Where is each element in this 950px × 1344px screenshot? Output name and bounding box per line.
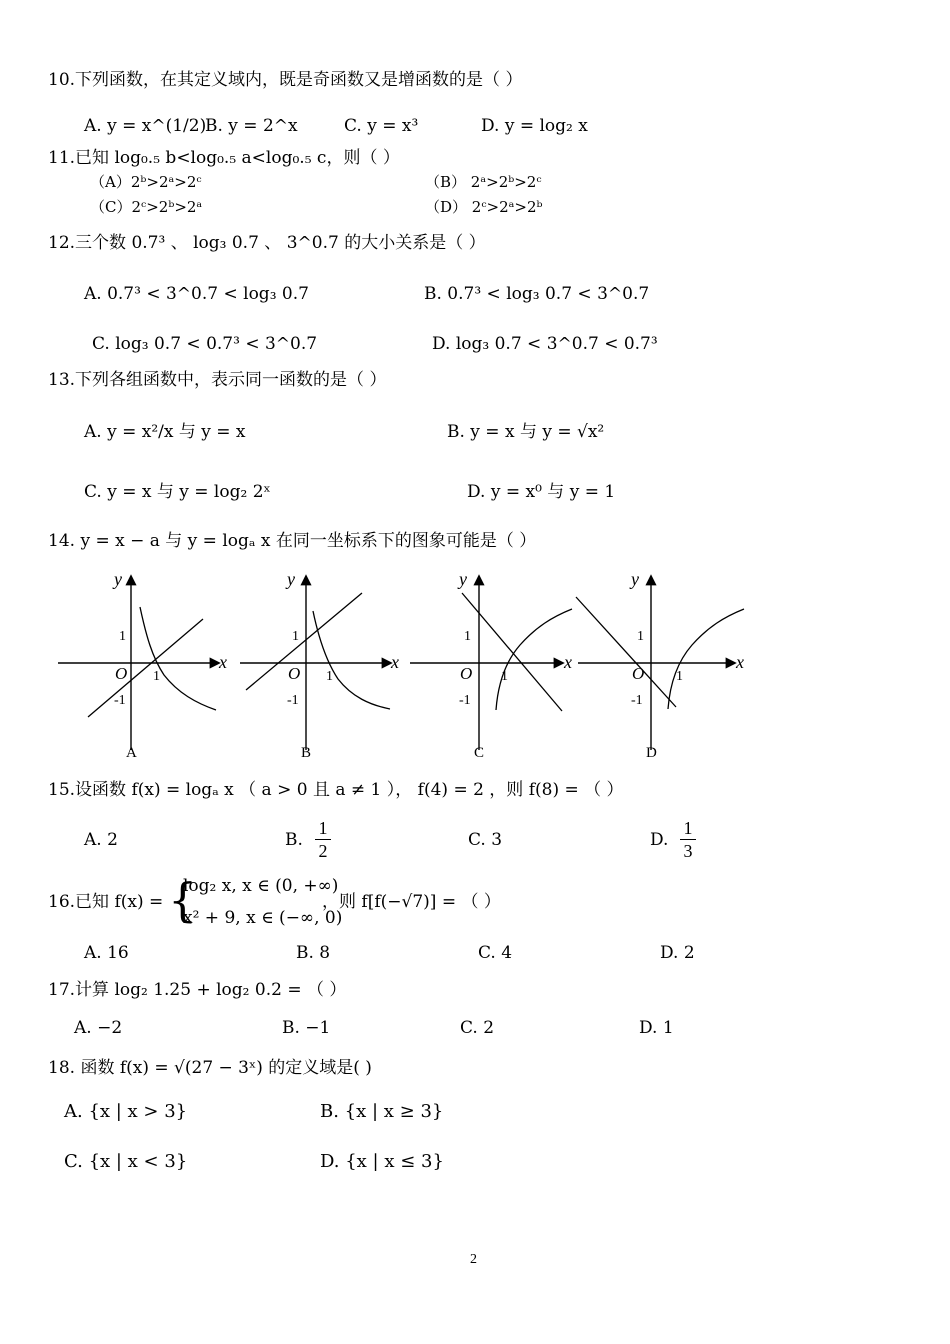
q13-option-a: A. y = x²/x 与 y = x [84, 422, 246, 442]
graph-c-log-curve [496, 609, 572, 710]
q17-option-c: C. 2 [460, 1018, 495, 1038]
graph-a-one-x: 1 [153, 669, 160, 684]
q15-option-d: D. [650, 830, 669, 850]
q13-option-b: B. y = x 与 y = √x² [447, 422, 605, 442]
q15-option-d-fraction [680, 818, 696, 861]
graph-b-one-x: 1 [326, 669, 333, 684]
q16-option-d: D. 2 [660, 943, 695, 963]
q17-option-d: D. 1 [639, 1018, 674, 1038]
q15-b-numerator: 1 [318, 818, 328, 838]
q10-option-b: B. y = 2^x [205, 116, 298, 136]
graph-d-one-x: 1 [676, 669, 683, 684]
page-number: 2 [470, 1252, 477, 1267]
q12-stem: 12.三个数 0.7³ 、 log₃ 0.7 、 3^0.7 的大小关系是（ ） [48, 233, 486, 253]
graph-c-one-y: 1 [464, 629, 471, 644]
q11-option-c: （C）2ᶜ>2ᵇ>2ᵃ [90, 198, 203, 216]
q17-option-b: B. −1 [282, 1018, 331, 1038]
graph-d-line [576, 597, 676, 707]
graph-a-one-y: 1 [119, 629, 126, 644]
q13-stem: 13.下列各组函数中，表示同一函数的是（ ） [48, 370, 387, 390]
graph-d-label: D [646, 745, 657, 761]
q15-b-denominator: 2 [318, 841, 328, 861]
q17-option-a: A. −2 [74, 1018, 123, 1038]
q18-stem: 18. 函数 f(x) = √(27 − 3ˣ) 的定义域是( ) [48, 1058, 372, 1078]
q15-option-b-fraction [315, 818, 331, 861]
graph-a-log-curve [140, 607, 216, 710]
q16-brace: { [168, 873, 198, 927]
graph-b-y: y [287, 569, 295, 589]
graph-b [240, 569, 399, 761]
q10-option-d: D. y = log₂ x [481, 116, 588, 136]
q16-option-b: B. 8 [296, 943, 331, 963]
graph-b-one-y: 1 [292, 629, 299, 644]
graph-d-log-curve [668, 609, 744, 709]
q15-option-c: C. 3 [468, 830, 503, 850]
graph-c-label: C [474, 745, 485, 761]
q18-option-a: A. {x | x > 3} [64, 1101, 188, 1122]
q15-stem: 15.设函数 f(x) = logₐ x （ a > 0 且 a ≠ 1 ）， f(4) = 2 ，则 f(8) = （ ） [48, 780, 624, 800]
q11-option-a: （A）2ᵇ>2ᵃ>2ᶜ [90, 173, 202, 191]
graph-c-one-x: 1 [501, 669, 508, 684]
graph-b-o: O [288, 664, 301, 683]
q16-case-2: x² + 9, x ∈ (−∞, 0) [183, 908, 343, 928]
q13-option-d: D. y = x⁰ 与 y = 1 [467, 482, 616, 502]
q16-option-a: A. 16 [84, 943, 129, 963]
q11-option-d: （D） 2ᶜ>2ᵃ>2ᵇ [425, 198, 543, 216]
graph-a-label: A [126, 745, 137, 761]
q18-option-d: D. {x | x ≤ 3} [320, 1151, 444, 1172]
graph-a-neg-one: -1 [114, 693, 126, 708]
q14-stem: 14. y = x − a 与 y = logₐ x 在同一坐标系下的图象可能是（ ） [48, 531, 537, 551]
graph-b-line [246, 593, 362, 690]
q15-option-b: B. [285, 830, 303, 850]
q16-prefix: 16.已知 f(x) = [48, 892, 164, 912]
q15-d-numerator: 1 [683, 818, 693, 838]
q16-option-c: C. 4 [478, 943, 513, 963]
q12-option-b: B. 0.7³ < log₃ 0.7 < 3^0.7 [424, 284, 650, 304]
q11-stem: 11.已知 log₀.₅ b<log₀.₅ a<log₀.₅ c，则（ ） [48, 148, 400, 168]
graph-a-x: x [219, 652, 227, 672]
graph-a [58, 569, 227, 761]
graph-d-one-y: 1 [637, 629, 644, 644]
q15-d-denominator: 3 [683, 841, 693, 861]
graph-b-x: x [391, 652, 399, 672]
graph-d-o: O [632, 664, 645, 683]
graph-d-y: y [631, 569, 639, 589]
q15-option-a: A. 2 [84, 830, 118, 850]
graph-d [576, 569, 744, 761]
graph-a-o: O [115, 664, 128, 683]
graph-c-neg-one: -1 [459, 693, 471, 708]
q16-case-1: log₂ x, x ∈ (0, +∞) [183, 876, 339, 896]
graph-d-x: x [736, 652, 744, 672]
q12-option-c: C. log₃ 0.7 < 0.7³ < 3^0.7 [92, 334, 318, 354]
q18-option-c: C. {x | x < 3} [64, 1151, 188, 1172]
q11-option-b: （B） 2ᵃ>2ᵇ>2ᶜ [425, 173, 542, 191]
graph-c [410, 569, 572, 761]
q14-graphs [0, 565, 950, 765]
q16-suffix: ，则 f[f(−√7)] = （ ） [322, 892, 501, 912]
q10-option-c: C. y = x³ [344, 116, 419, 136]
graph-c-y: y [459, 569, 467, 589]
q10-stem: 10.下列函数，在其定义域内，既是奇函数又是增函数的是（ ） [48, 70, 523, 90]
q17-stem: 17.计算 log₂ 1.25 + log₂ 0.2 = （ ） [48, 980, 347, 1000]
graph-c-line [462, 593, 562, 711]
graph-b-log-curve [313, 611, 390, 709]
graph-c-x: x [564, 652, 572, 672]
q13-option-c: C. y = x 与 y = log₂ 2ˣ [84, 482, 271, 502]
graph-c-o: O [460, 664, 473, 683]
q12-option-d: D. log₃ 0.7 < 3^0.7 < 0.7³ [432, 334, 658, 354]
graph-a-y: y [114, 569, 122, 589]
q18-option-b: B. {x | x ≥ 3} [320, 1101, 444, 1122]
q10-option-a: A. y = x^(1/2) [84, 116, 207, 136]
q12-option-a: A. 0.7³ < 3^0.7 < log₃ 0.7 [84, 284, 309, 304]
graph-b-neg-one: -1 [287, 693, 299, 708]
graph-d-neg-one: -1 [631, 693, 643, 708]
graph-b-label: B [301, 745, 312, 761]
graph-a-line [88, 619, 203, 717]
